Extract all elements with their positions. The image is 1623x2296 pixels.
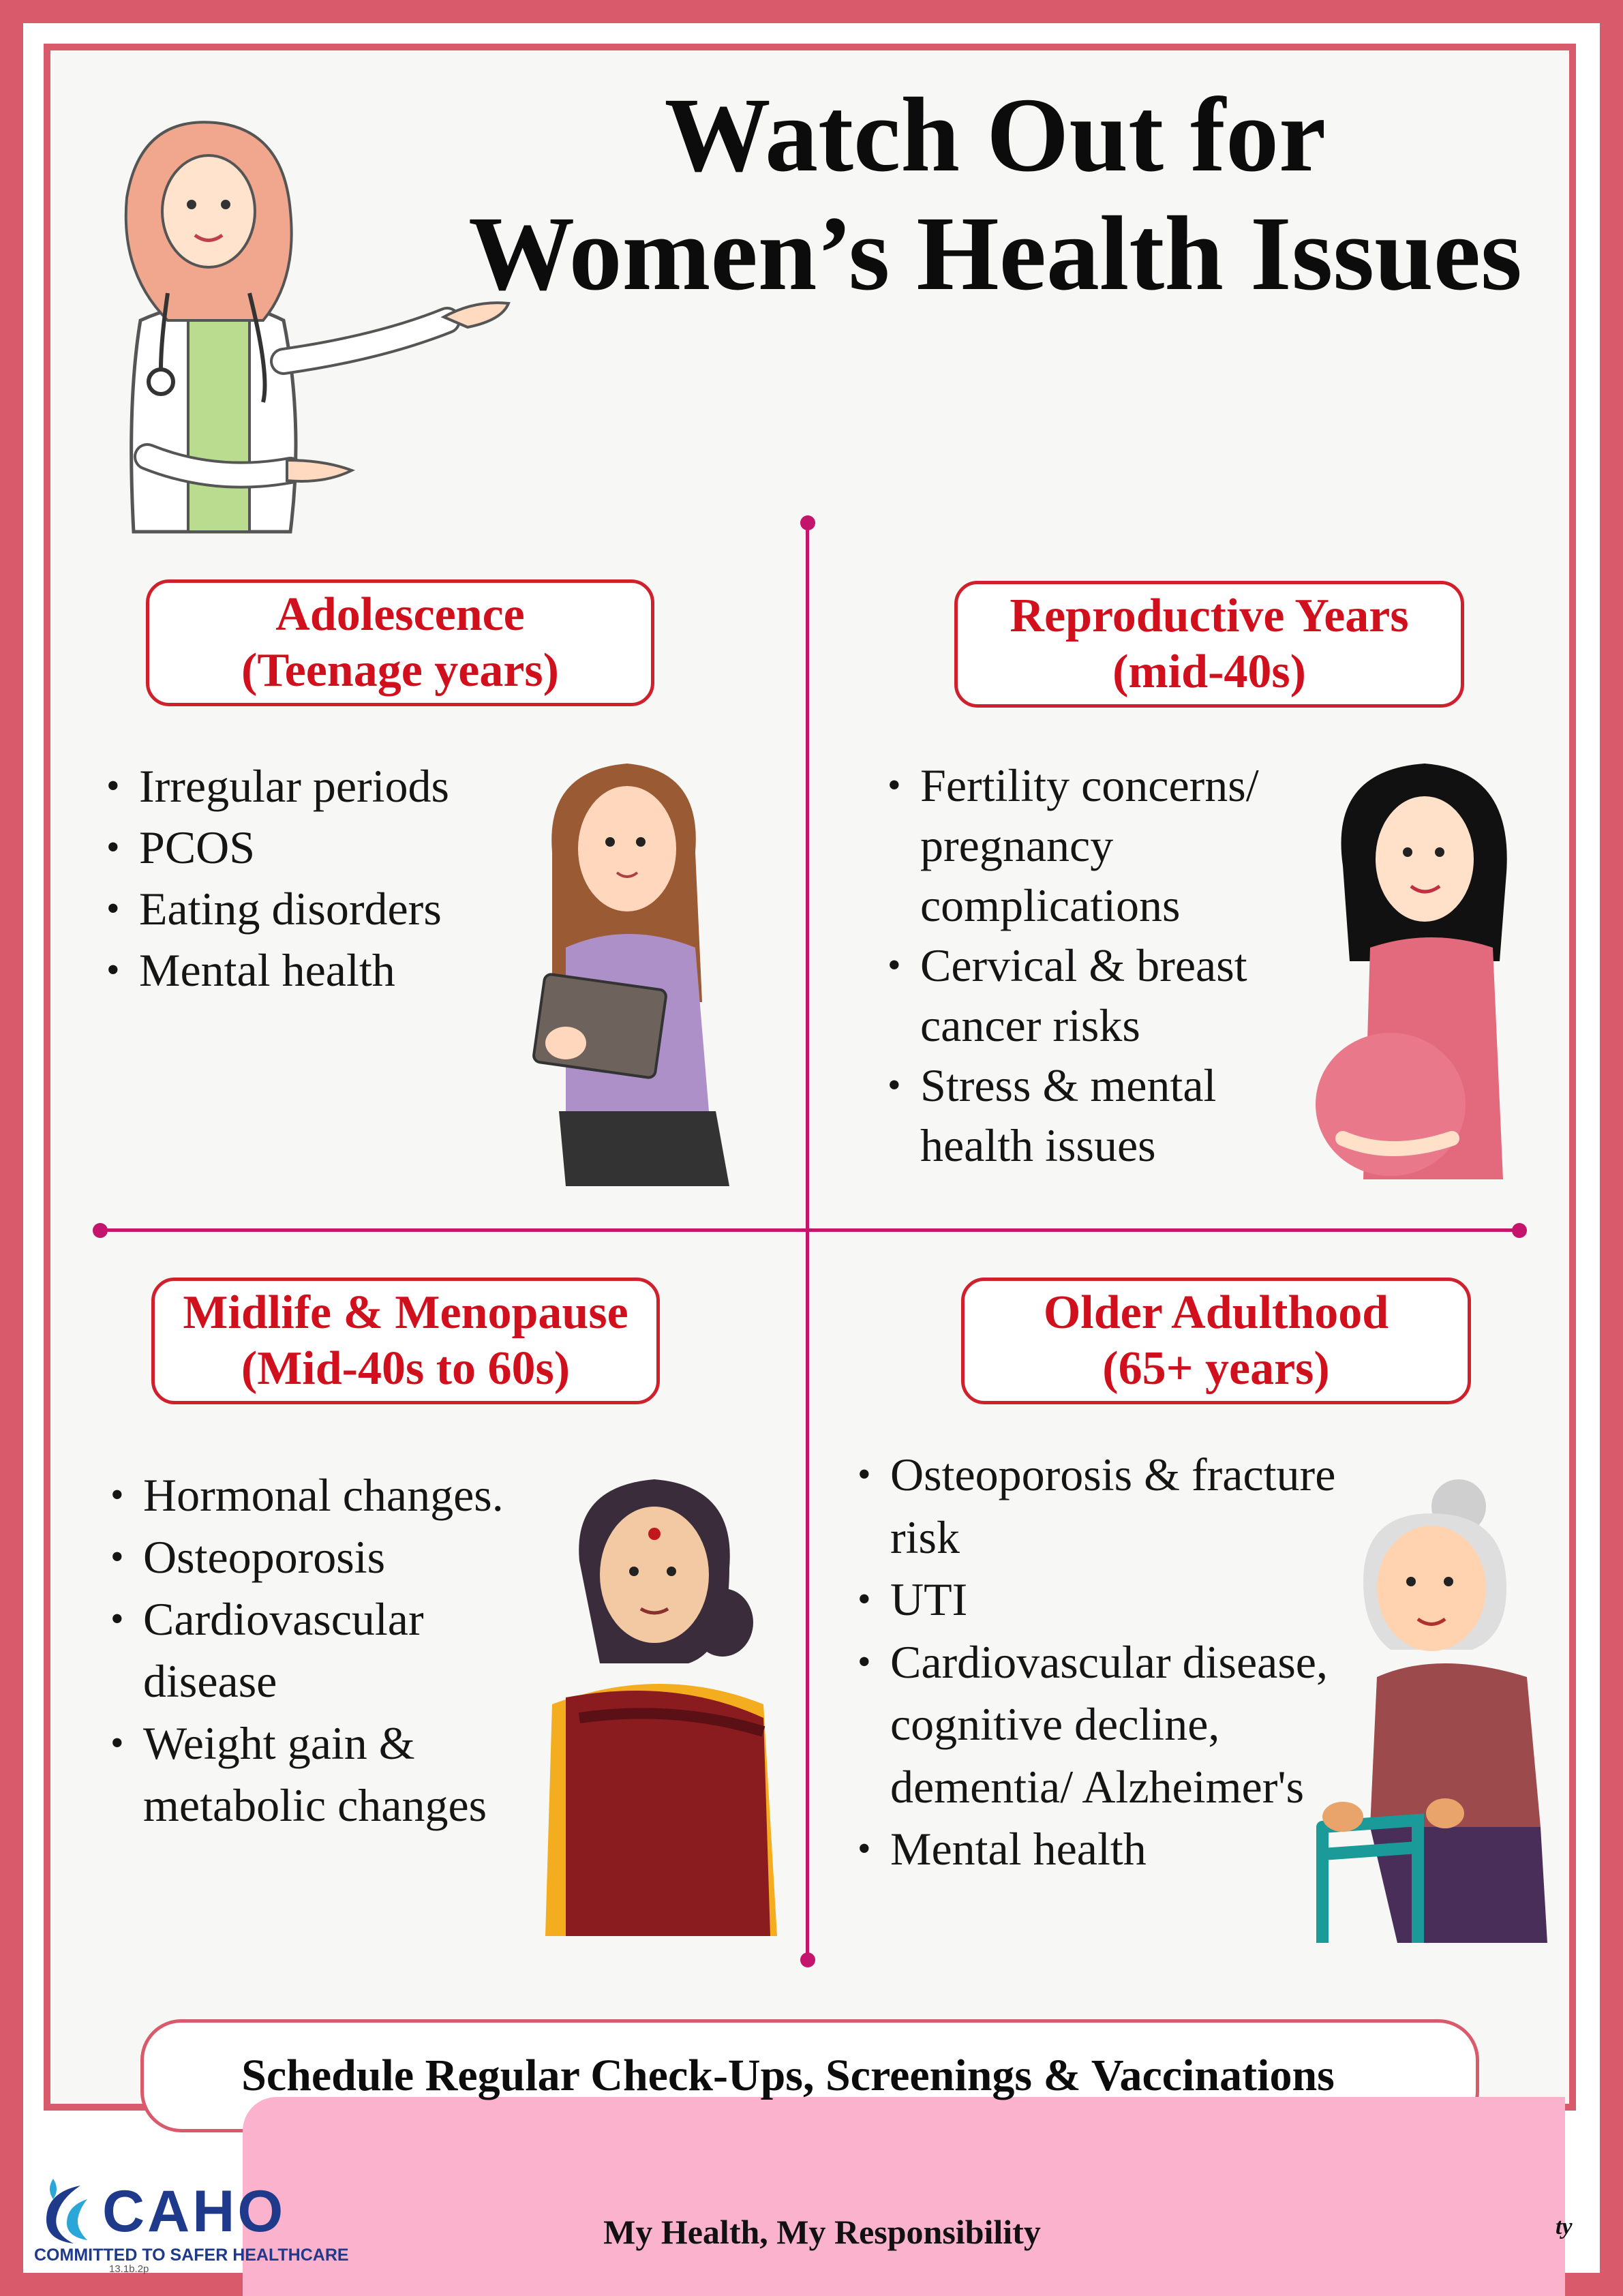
footer-band — [243, 2097, 1565, 2296]
midlife-menopause-issue-list — [106, 1464, 556, 1837]
list-item: • Weight gain & metabolic changes — [106, 1712, 556, 1837]
older-adulthood-label-line2: (65+ years) — [1102, 1342, 1330, 1395]
list-item: • Mental health — [102, 939, 539, 1001]
list-item: • UTI — [853, 1569, 1392, 1631]
adolescence-label-line1: Adolescence — [275, 588, 525, 641]
reproductive-years-issue-list — [883, 755, 1320, 1175]
divider-dot-bottom — [800, 1952, 815, 1967]
divider-dot-left — [93, 1223, 108, 1238]
list-item: • Cardiovascular disease, cognitive decline, dementia/ Alzheimer's — [853, 1631, 1392, 1819]
list-item: • Fertility concerns/ pregnancy complications — [883, 755, 1320, 935]
list-item: • Osteoporosis — [106, 1526, 556, 1588]
midlife-menopause-label — [151, 1278, 660, 1404]
page-title-line1: Watch Out for — [664, 76, 1326, 194]
reproductive-years-label-line1: Reproductive Years — [1010, 590, 1409, 642]
caho-logo-icon — [33, 2172, 101, 2247]
logo-tagline: COMMITTED TO SAFER HEALTHCARE — [34, 2246, 349, 2265]
list-item: • Mental health — [853, 1818, 1392, 1881]
list-item: • PCOS — [102, 817, 539, 878]
midlife-woman-illustration — [539, 1459, 784, 1936]
list-item: • Hormonal changes. — [106, 1464, 556, 1526]
page-title-line2: Women’s Health Issues — [468, 194, 1522, 312]
adolescence-label — [146, 579, 654, 706]
logo-name: CAHO — [102, 2179, 286, 2244]
midlife-menopause-label-line1: Midlife & Menopause — [183, 1286, 628, 1339]
vertical-divider — [806, 519, 809, 1965]
elderly-woman-walker-illustration — [1302, 1472, 1554, 1943]
reproductive-years-label — [954, 581, 1464, 708]
list-item: • Stress & mental health issues — [883, 1055, 1320, 1175]
list-item: • Cardiovascular disease — [106, 1588, 556, 1712]
divider-dot-right — [1512, 1223, 1527, 1238]
midlife-menopause-label-line2: (Mid-40s to 60s) — [241, 1342, 571, 1395]
list-item: • Irregular periods — [102, 755, 539, 817]
list-item: • Eating disorders — [102, 878, 539, 939]
reproductive-years-label-line2: (mid-40s) — [1112, 646, 1306, 698]
cta-text: Schedule Regular Check-Ups, Screenings & Vaccinations — [241, 2051, 1335, 2100]
list-item: • Osteoporosis & fracture risk — [853, 1444, 1392, 1569]
adolescence-issue-list — [102, 755, 539, 1001]
pregnant-woman-illustration — [1316, 757, 1541, 1186]
adolescence-label-line2: (Teenage years) — [241, 644, 559, 697]
teen-girl-illustration — [525, 757, 750, 1186]
older-adulthood-label-line1: Older Adulthood — [1043, 1286, 1389, 1339]
list-item: • Cervical & breast cancer risks — [883, 935, 1320, 1055]
divider-dot-top — [800, 515, 815, 530]
older-adulthood-label — [961, 1278, 1471, 1404]
footer-edge-text: ty — [1556, 2214, 1573, 2239]
document-code: 13.1b.2p — [109, 2263, 149, 2275]
footer-slogan: My Health, My Responsibility — [603, 2213, 1041, 2251]
horizontal-divider — [100, 1228, 1517, 1232]
